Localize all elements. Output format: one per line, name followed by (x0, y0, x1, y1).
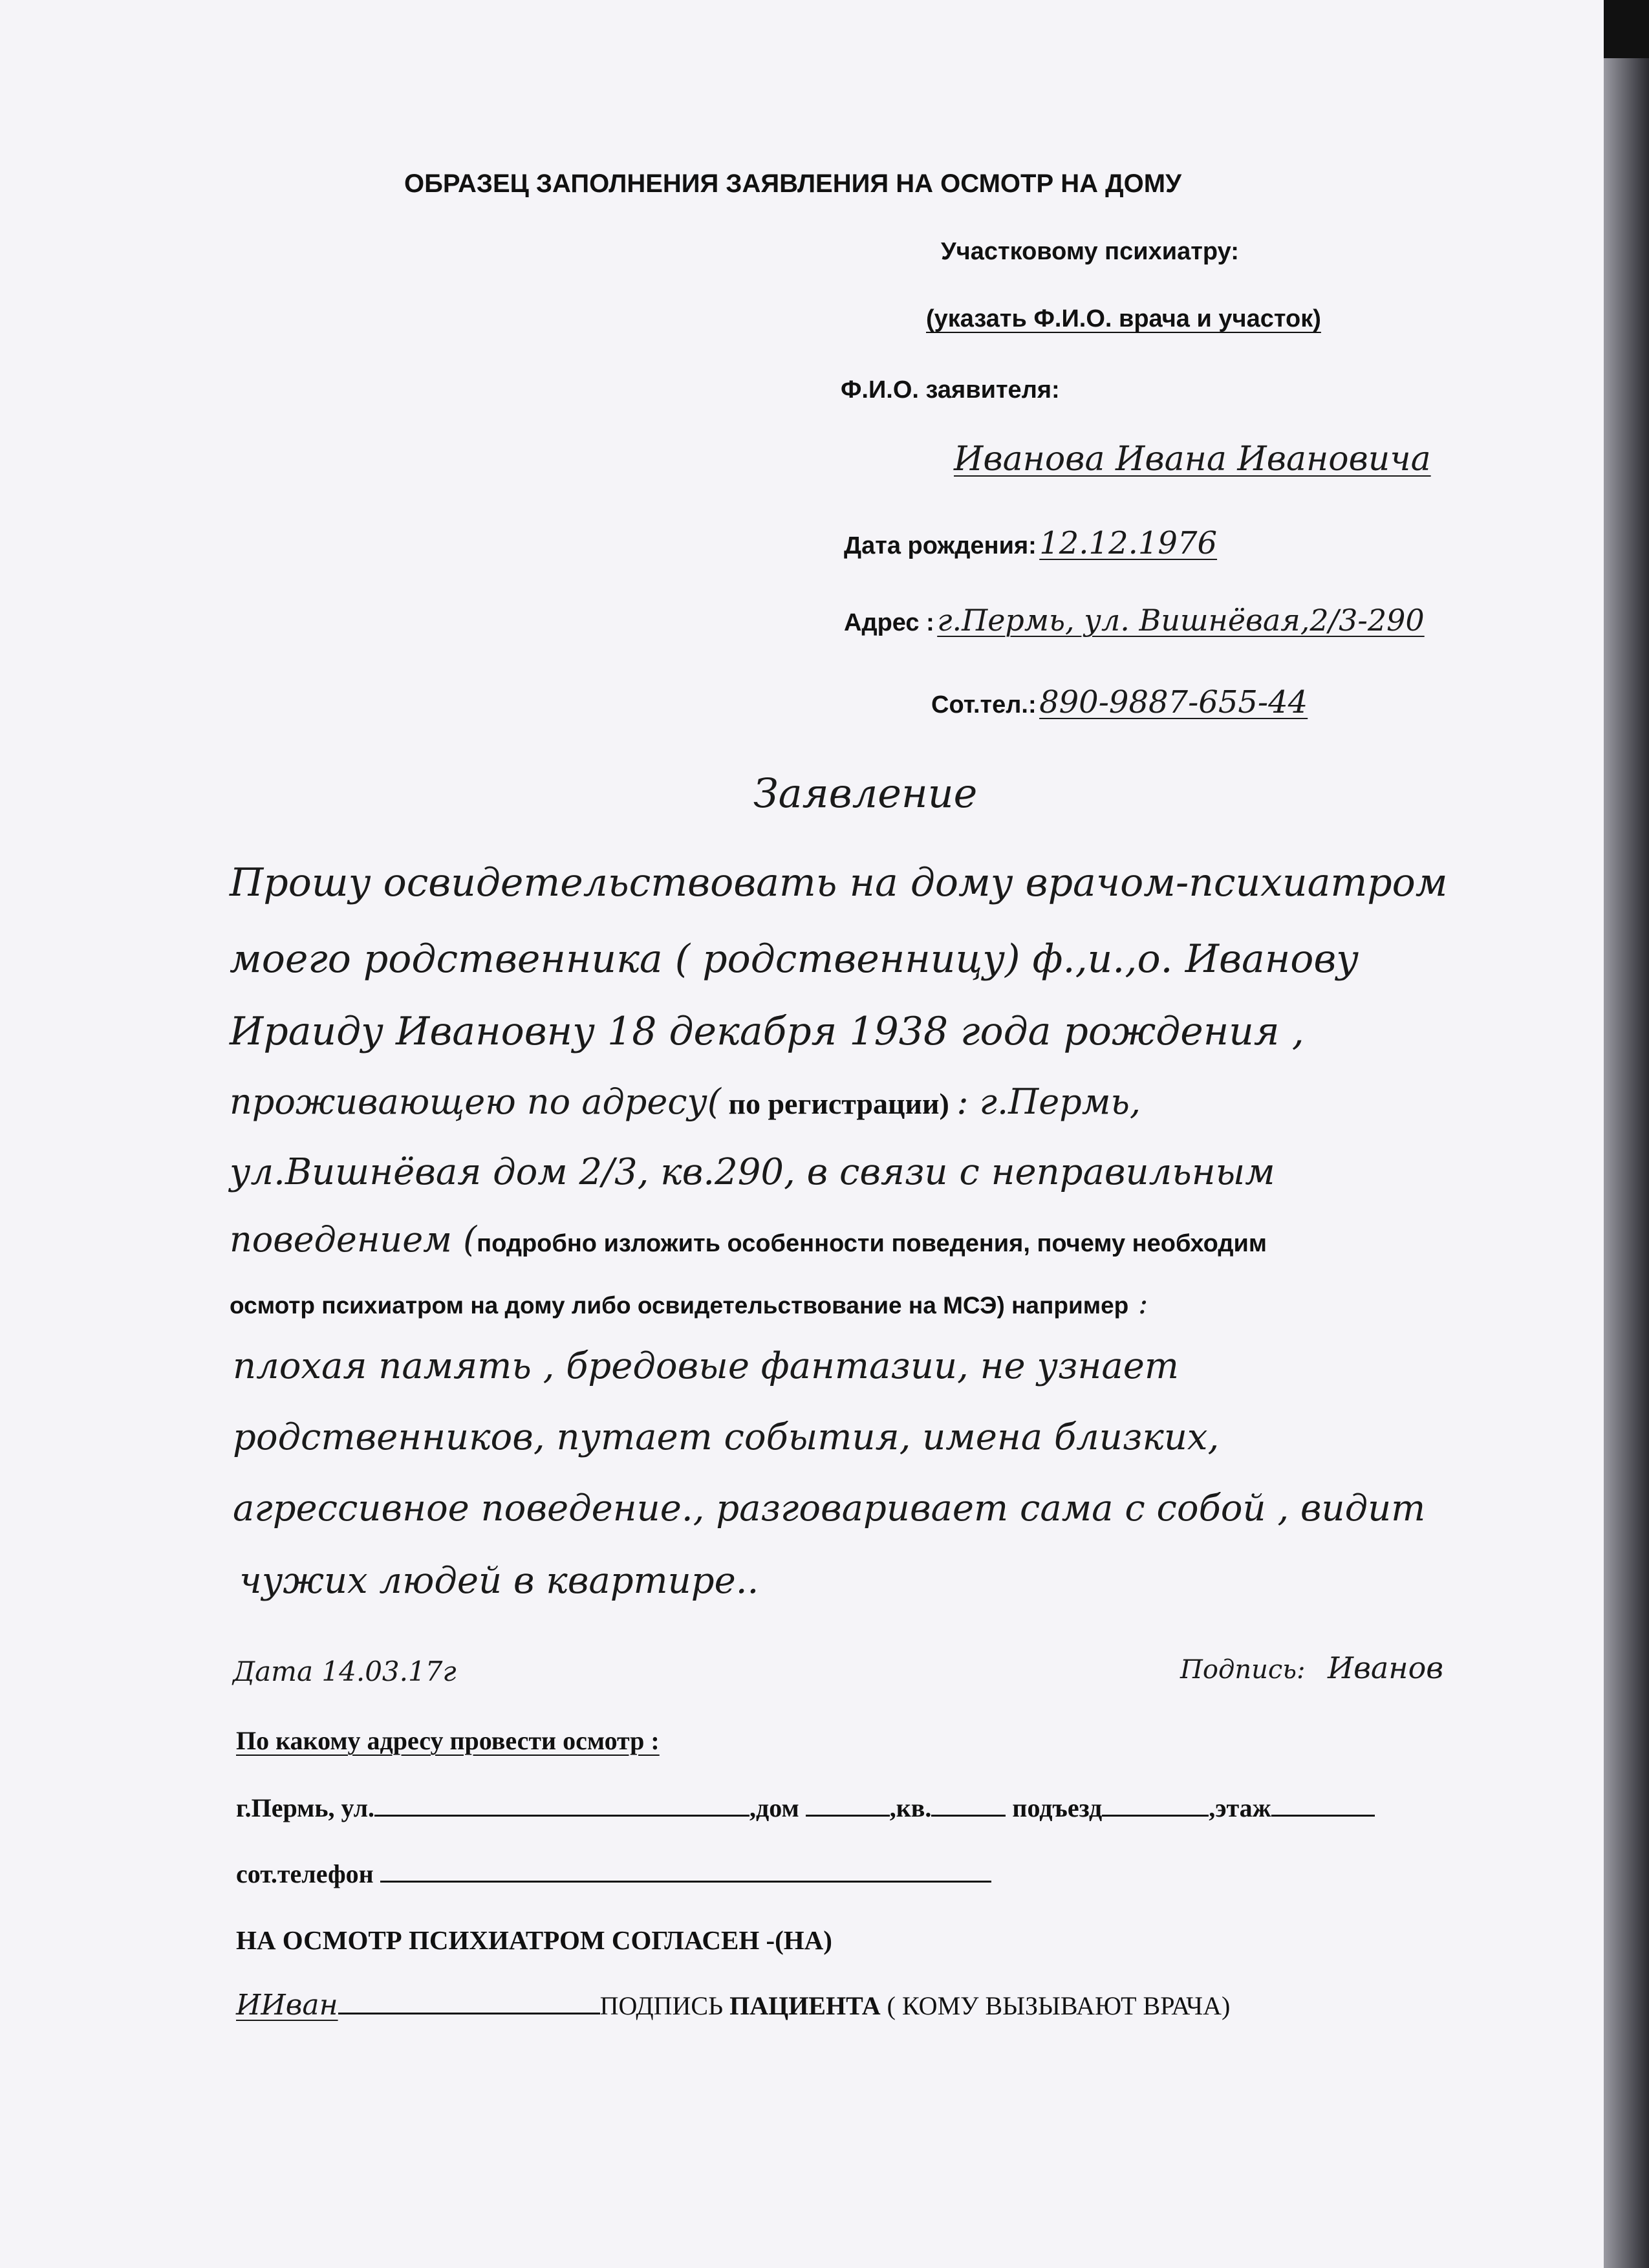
patient-signature: ИИван (236, 1989, 338, 2022)
applicant-name: Иванова Ивана Ивановича (954, 440, 1431, 479)
statement-line-1: Прошу освидетельствовать на дому врачом-психиатром (230, 860, 1448, 905)
statement-line-2: моего родственника ( родственницу) ф.,и.,о. Иванову (230, 936, 1359, 982)
symptoms-line-4: чужих людей в квартире.. (239, 1560, 759, 1602)
applicant-signature-row (1180, 1650, 1443, 1685)
exam-address-title: По какому адресу провести осмотр : (236, 1726, 660, 1755)
entrance-blank[interactable] (1102, 1815, 1209, 1817)
statement-line-4-print: по регистрации) (720, 1087, 957, 1120)
statement-line-6-hand: поведением ( (230, 1219, 477, 1260)
city-street-label: г.Пермь, ул. (236, 1793, 375, 1822)
house-blank[interactable] (806, 1815, 890, 1817)
statement-line-4 (230, 1081, 1141, 1122)
flat-label: ,кв. (889, 1793, 932, 1822)
patient-signature-row (236, 1989, 1230, 2022)
mobile-row (236, 1859, 991, 1889)
patient-caption-b: ПАЦИЕНТА (729, 1991, 881, 2020)
scan-edge (1604, 0, 1649, 2268)
entrance-label: подъезд (1012, 1793, 1103, 1822)
symptoms-line-3: агрессивное поведение., разговаривает сама с собой , видит (233, 1487, 1426, 1529)
addressee-hint: (указать Ф.И.О. врача и участок) (926, 305, 1321, 332)
patient-caption-c: ( КОМУ ВЫЗЫВАЮТ ВРАЧА) (880, 1991, 1231, 2020)
phone-value: 890-9887-655-44 (1039, 684, 1308, 720)
statement-date: Дата 14.03.17г (233, 1656, 457, 1687)
floor-blank[interactable] (1271, 1815, 1375, 1817)
birth-date-label: Дата рождения: (844, 532, 1037, 559)
statement-line-4-hand-a: проживающею по адресу( (230, 1081, 721, 1122)
applicant-label: Ф.И.О. заявителя: (841, 376, 1060, 404)
exam-address-row (236, 1793, 1375, 1823)
statement-line-6 (230, 1219, 1267, 1260)
statement-line-7-print: осмотр психиатром на дому либо освидетельствование на МСЭ) например (230, 1292, 1129, 1319)
statement-line-7 (230, 1286, 1148, 1321)
flat-blank[interactable] (931, 1815, 1006, 1817)
symptoms-line-1: плохая память , бредовые фантазии, не узнает (233, 1345, 1179, 1387)
house-label: ,дом (749, 1793, 799, 1822)
addressee-label: Участковому психиатру: (941, 238, 1239, 265)
patient-caption-a: ПОДПИСЬ (599, 1991, 730, 2020)
phone-row (931, 684, 1308, 720)
statement-heading: Заявление (753, 770, 978, 817)
phone-label: Сот.тел.: (931, 691, 1037, 718)
address-value: г.Пермь, ул. Вишнёвая,2/3-290 (937, 603, 1425, 638)
mobile-blank[interactable] (380, 1881, 991, 1883)
address-label: Адрес : (844, 609, 934, 636)
mobile-label: сот.телефон (236, 1859, 374, 1888)
signature-value: Иванов (1327, 1650, 1444, 1685)
patient-signature-blank[interactable] (338, 2013, 600, 2014)
signature-label: Подпись: (1180, 1655, 1306, 1685)
street-blank[interactable] (374, 1815, 749, 1817)
statement-line-7-hand: : (1128, 1286, 1148, 1321)
birth-date-value: 12.12.1976 (1039, 525, 1218, 561)
statement-line-3: Ираиду Ивановну 18 декабря 1938 года рождения , (230, 1009, 1304, 1054)
birth-date-row (844, 525, 1217, 561)
scan-corner (1604, 0, 1649, 58)
statement-line-4-hand-b: : г.Пермь, (956, 1081, 1141, 1122)
statement-line-5: ул.Вишнёвая дом 2/3, кв.290, в связи с неправильным (230, 1151, 1275, 1193)
floor-label: ,этаж (1209, 1793, 1271, 1822)
symptoms-line-2: родственников, путает события, имена близких, (233, 1416, 1220, 1458)
document-title: ОБРАЗЕЦ ЗАПОЛНЕНИЯ ЗАЯВЛЕНИЯ НА ОСМОТР НА ДОМУ (404, 169, 1181, 198)
statement-line-6-print: подробно изложить особенности поведения, почему необходим (477, 1230, 1267, 1257)
address-row (844, 603, 1425, 638)
consent-text: НА ОСМОТР ПСИХИАТРОМ СОГЛАСЕН -(НА) (236, 1925, 832, 1955)
